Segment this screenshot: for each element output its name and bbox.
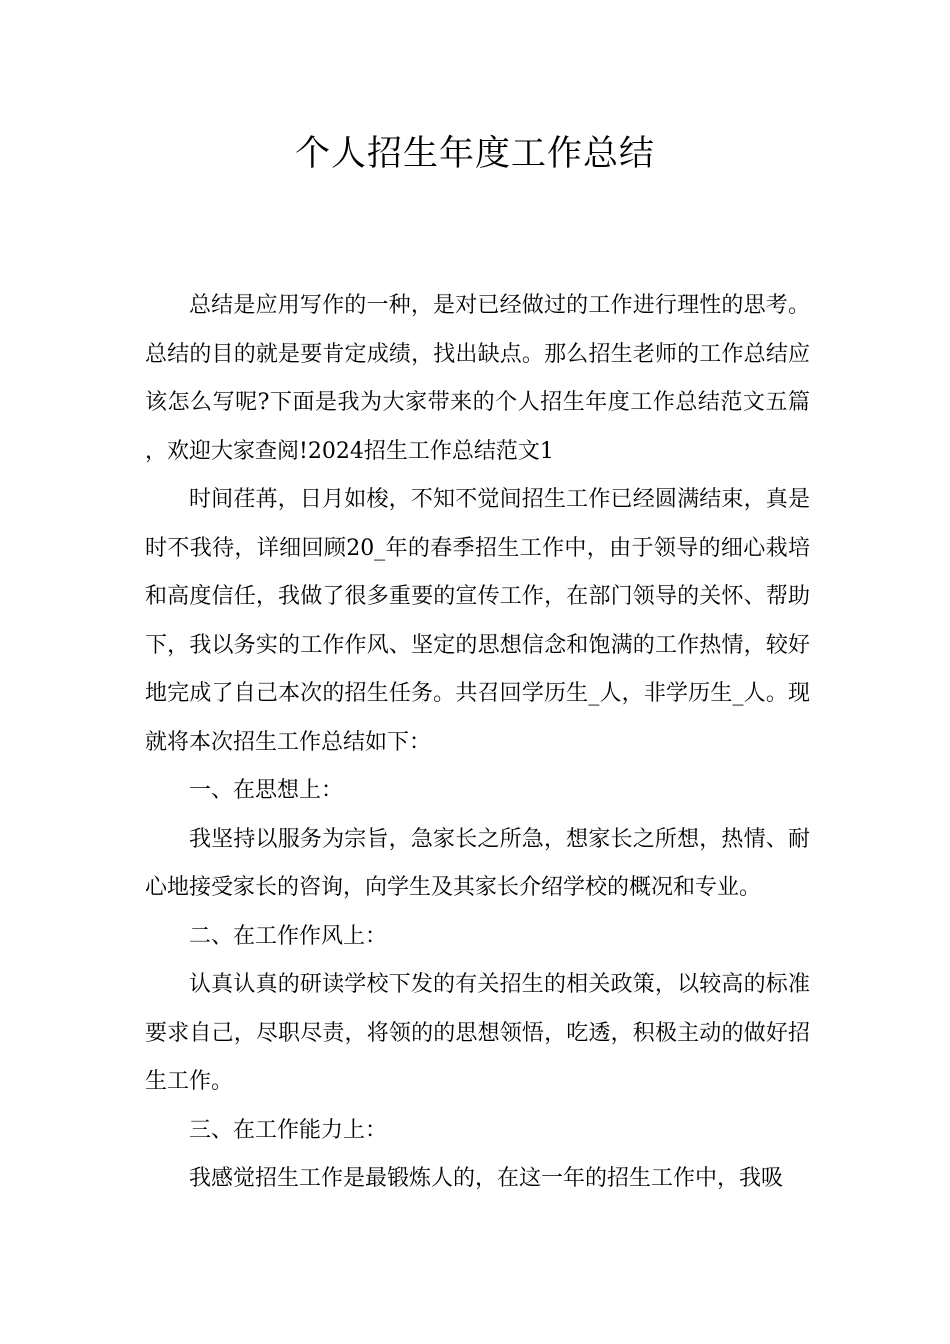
paragraph-thought: 我坚持以服务为宗旨，急家长之所急，想家长之所想，热情、耐心地接受家长的咨询，向学生及其家长介绍学校的概况和专业。 <box>145 826 810 900</box>
section-heading-work-ability: 三、在工作能力上： <box>189 1117 388 1143</box>
document-body <box>145 282 810 1204</box>
section-heading-work-style: 二、在工作作风上： <box>189 923 388 949</box>
document-title: 个人招生年度工作总结 <box>294 134 655 174</box>
paragraph-intro: 总结是应用写作的一种，是对已经做过的工作进行理性的思考。总结的目的就是要肯定成绩，找出缺点。那么招生老师的工作总结应该怎么写呢?下面是我为大家带来的个人招生年度工作总结范文五篇，欢迎大家查阅!2024招生工作总结范文1 <box>145 293 810 464</box>
paragraph-work-style: 认真认真的研读学校下发的有关招生的相关政策，以较高的标准要求自己，尽职尽责，将领的的思想领悟，吃透，积极主动的做好招生工作。 <box>145 972 810 1094</box>
paragraph-work-ability: 我感觉招生工作是最锻炼人的，在这一年的招生工作中，我吸 <box>189 1166 784 1191</box>
section-heading-thought: 一、在思想上： <box>189 778 344 803</box>
paragraph-overview: 时间荏苒，日月如梭，不知不觉间招生工作已经圆满结束，真是时不我待，详细回顾20_年的春季招生工作中，由于领导的细心栽培和高度信任，我做了很多重要的宣传工作，在部门领导的关怀、帮助下，我以务实的工作作风、坚定的思想信念和饱满的工作热情，较好地完成了自己本次的招生任务。共召回学历生_人，非学历生_人。现就将本次招生工作总结如下： <box>145 487 810 755</box>
